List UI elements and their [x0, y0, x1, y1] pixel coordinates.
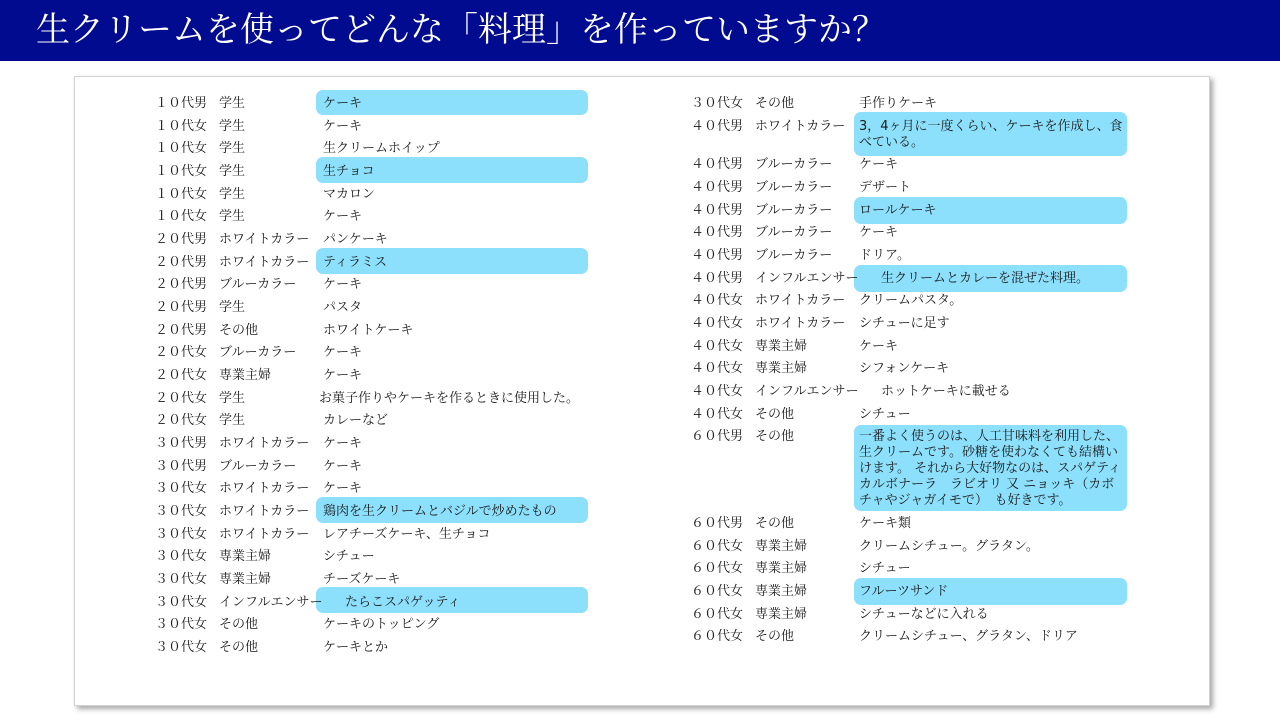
- age-gender: ４０代男: [691, 180, 744, 195]
- age-gender: ４０代女: [691, 339, 744, 354]
- answer: ドリア。: [859, 248, 910, 263]
- answer: ティラミス: [323, 255, 387, 270]
- age-gender: ４０代女: [691, 316, 744, 331]
- answer: ホットケーキに載せる: [881, 384, 1011, 399]
- answer: マカロン: [323, 187, 376, 202]
- age-gender: ６０代女: [691, 561, 744, 576]
- occupation: 学生: [219, 413, 246, 428]
- occupation: ブルーカラー: [219, 459, 297, 474]
- age-gender: ２０代男: [155, 300, 208, 315]
- age-gender: ４０代男: [691, 248, 744, 263]
- age-gender: １０代男: [155, 96, 208, 111]
- age-gender: ４０代男: [691, 271, 744, 286]
- answer: 生クリームとカレーを混ぜた料理。: [881, 271, 1090, 286]
- age-gender: ３０代女: [155, 595, 208, 610]
- occupation: ホワイトカラー: [219, 481, 310, 496]
- occupation: 専業主婦: [755, 539, 808, 554]
- occupation: その他: [219, 640, 259, 655]
- answer: デザート: [859, 180, 912, 195]
- answer: 生クリームホイップ: [323, 141, 440, 156]
- occupation: 学生: [219, 164, 246, 179]
- occupation: 専業主婦: [755, 339, 808, 354]
- age-gender: ４０代女: [691, 407, 744, 422]
- answer: ケーキのトッピング: [323, 617, 440, 632]
- answer: シチュー: [859, 407, 911, 422]
- occupation: ブルーカラー: [219, 277, 297, 292]
- answer: ケーキ: [323, 209, 363, 224]
- occupation: 専業主婦: [755, 561, 808, 576]
- answer: シフォンケーキ: [859, 361, 950, 376]
- occupation: ブルーカラー: [755, 157, 833, 172]
- age-gender: ６０代男: [691, 516, 744, 531]
- occupation: ホワイトカラー: [219, 255, 310, 270]
- answer: ケーキ: [859, 339, 899, 354]
- age-gender: ６０代女: [691, 539, 744, 554]
- answer: ケーキとか: [323, 640, 389, 655]
- occupation: ブルーカラー: [755, 225, 833, 240]
- answer: パンケーキ: [323, 232, 388, 247]
- age-gender: ３０代女: [691, 96, 744, 111]
- answer: 3，4ヶ月に一度くらい、ケーキを作成し、食べている。: [859, 119, 1123, 150]
- age-gender: ４０代男: [691, 225, 744, 240]
- age-gender: ２０代女: [155, 345, 208, 360]
- title-bar: [0, 0, 1280, 61]
- occupation: ホワイトカラー: [219, 527, 310, 542]
- age-gender: ３０代女: [155, 481, 208, 496]
- age-gender: ２０代男: [155, 277, 208, 292]
- answer: ケーキ: [859, 225, 899, 240]
- occupation: 学生: [219, 96, 246, 111]
- answer: ホワイトケーキ: [323, 323, 414, 338]
- age-gender: ３０代女: [155, 640, 208, 655]
- answer: 手作りケーキ: [859, 96, 938, 111]
- occupation: ホワイトカラー: [755, 316, 846, 331]
- answer: ケーキ: [323, 96, 363, 111]
- occupation: 専業主婦: [219, 368, 272, 383]
- occupation: その他: [755, 96, 795, 111]
- age-gender: ４０代男: [691, 203, 744, 218]
- answer: カレーなど: [323, 413, 389, 428]
- occupation: ブルーカラー: [755, 203, 833, 218]
- occupation: インフルエンサー: [755, 271, 859, 286]
- age-gender: ３０代女: [155, 549, 208, 564]
- occupation: 専業主婦: [755, 607, 808, 622]
- answer: クリームパスタ。: [859, 293, 963, 308]
- age-gender: １０代女: [155, 141, 208, 156]
- answer: たらこスパゲッティ: [345, 595, 461, 610]
- age-gender: ３０代女: [155, 617, 208, 632]
- occupation: その他: [755, 407, 795, 422]
- age-gender: ６０代女: [691, 629, 744, 644]
- occupation: 専業主婦: [219, 572, 272, 587]
- occupation: 学生: [219, 300, 246, 315]
- occupation: 専業主婦: [755, 361, 808, 376]
- answer: クリームシチュー、グラタン、ドリア: [859, 629, 1078, 644]
- occupation: その他: [755, 429, 795, 444]
- occupation: 学生: [219, 141, 246, 156]
- age-gender: ２０代女: [155, 368, 208, 383]
- occupation: ホワイトカラー: [755, 293, 846, 308]
- answer: シチューなどに入れる: [859, 607, 989, 622]
- age-gender: ２０代女: [155, 391, 208, 406]
- age-gender: １０代女: [155, 209, 208, 224]
- occupation: 学生: [219, 187, 246, 202]
- occupation: ホワイトカラー: [755, 119, 846, 134]
- answer: ロールケーキ: [859, 203, 937, 218]
- age-gender: ３０代女: [155, 572, 208, 587]
- occupation: 学生: [219, 391, 246, 406]
- age-gender: ４０代男: [691, 157, 744, 172]
- survey-card: [74, 76, 1210, 706]
- occupation: ブルーカラー: [755, 248, 833, 263]
- age-gender: １０代女: [155, 187, 208, 202]
- answer: チーズケーキ: [323, 572, 401, 587]
- occupation: 専業主婦: [219, 549, 272, 564]
- age-gender: ２０代男: [155, 323, 208, 338]
- answer: 鶏肉を生クリームとバジルで炒めたもの: [323, 504, 557, 519]
- occupation: その他: [219, 323, 259, 338]
- answer: シチューに足す: [859, 316, 950, 331]
- occupation: インフルエンサー: [755, 384, 859, 399]
- answer: ケーキ: [323, 436, 363, 451]
- occupation: ブルーカラー: [219, 345, 297, 360]
- answer: 生チョコ: [323, 164, 375, 179]
- answer: ケーキ: [323, 345, 363, 360]
- answer: ケーキ: [323, 368, 363, 383]
- age-gender: １０代女: [155, 119, 208, 134]
- answer: レアチーズケーキ、生チョコ: [323, 527, 491, 542]
- occupation: 学生: [219, 119, 246, 134]
- answer: ケーキ: [323, 119, 363, 134]
- age-gender: ３０代男: [155, 459, 208, 474]
- age-gender: ４０代女: [691, 293, 744, 308]
- answer: クリームシチュー。グラタン。: [859, 539, 1039, 554]
- answer: 一番よく使うのは、人工甘味料を利用した、生クリームです。砂糖を使わなくても結構いけます。 それから大好物なのは、スパゲティカルボナーラ ラビオリ 又 ニョッキ（カボチャやジャガイモで） も好きです。: [859, 429, 1122, 508]
- age-gender: ４０代女: [691, 361, 744, 376]
- answer: ケーキ: [323, 481, 363, 496]
- age-gender: ３０代女: [155, 504, 208, 519]
- answer: シチュー: [323, 549, 375, 564]
- age-gender: ２０代男: [155, 255, 208, 270]
- age-gender: ６０代女: [691, 584, 744, 599]
- answer: ケーキ: [323, 459, 363, 474]
- age-gender: ４０代女: [691, 384, 744, 399]
- age-gender: ３０代男: [155, 436, 208, 451]
- answer: ケーキ: [323, 277, 363, 292]
- age-gender: ３０代女: [155, 527, 208, 542]
- occupation: その他: [755, 516, 795, 531]
- occupation: その他: [755, 629, 795, 644]
- answer: フルーツサンド: [859, 584, 949, 599]
- age-gender: ６０代女: [691, 607, 744, 622]
- occupation: ホワイトカラー: [219, 232, 310, 247]
- age-gender: ２０代男: [155, 232, 208, 247]
- answer: パスタ: [323, 300, 363, 315]
- answer: お菓子作りやケーキを作るときに使用した。: [319, 391, 580, 406]
- occupation: ホワイトカラー: [219, 436, 310, 451]
- answer: ケーキ類: [859, 516, 912, 531]
- page-title: 生クリームを使ってどんな「料理」を作っていますか？: [36, 10, 886, 50]
- occupation: ホワイトカラー: [219, 504, 310, 519]
- answer: シチュー: [859, 561, 911, 576]
- age-gender: ４０代男: [691, 119, 744, 134]
- age-gender: ２０代女: [155, 413, 208, 428]
- occupation: その他: [219, 617, 259, 632]
- answer: ケーキ: [859, 157, 899, 172]
- age-gender: １０代女: [155, 164, 208, 179]
- age-gender: ６０代男: [691, 429, 744, 444]
- occupation: 専業主婦: [755, 584, 808, 599]
- occupation: インフルエンサー: [219, 595, 323, 610]
- occupation: ブルーカラー: [755, 180, 833, 195]
- occupation: 学生: [219, 209, 246, 224]
